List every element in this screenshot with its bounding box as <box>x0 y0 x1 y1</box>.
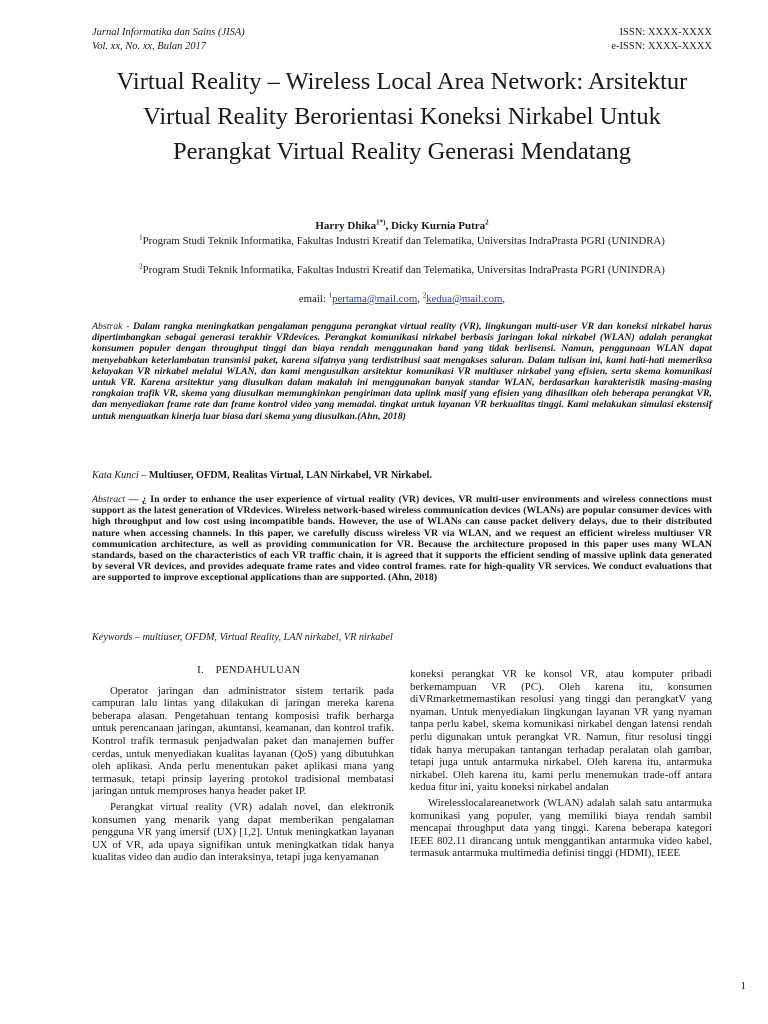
keywords-label: Keywords <box>92 632 133 643</box>
running-header-right <box>611 26 712 54</box>
page-number: 1 <box>740 980 746 992</box>
abstrak-label: Abstrak - <box>92 321 133 332</box>
author-1: Harry Dhika <box>315 220 377 232</box>
abstrak-body: Dalam rangka meningkatkan pengalaman pengguna perangkat virtual reality (VR), lingkungan multi-user VR dan koneksi nirkabel harus dipertimbangkan sebagai generasi terakhir VRdevices. Perangkat komunikasi nirkabel berbasis jaringan lokal nirkabel (WLAN) adalah perangkat konsumen populer dengan throughput tinggi dan biaya rendah menggunakan band yang tidak berlisensi. Namun, penggunaan WLAN dapat menyebabkan keterlambatan transmisi paket, karena sifatnya yang terdistribusi saat mengakses saluran. Dalam tulisan ini, kami hati-hati memeriksa kelayakan VR nirkabel melalui WLAN, dan kami mengusulkan arsitektur komunikasi VR multiuser nirkabel yang efisien, serta skema komunikasi untuk VR. Karena arsitektur yang diusulkan dalam makalah ini menggunakan banyak standar WLAN, berdasarkan karakteristik masing-masing rangkaian trafik VR, skema yang diusulkan memungkinkan pengiriman data uplink masif yang efisien yang dihasilkan oleh beberapa perangkat VR, dan menyediakan frame rate dan frame kontrol video yang memadai. tingkat untuk layanan VR berkualitas tinggi. Kami melakukan simulasi ekstensif untuk menguatkan kinerja luar biasa dari skema yang diusulkan.(Ahn, 2018) <box>92 321 712 422</box>
email-separator: , <box>417 293 423 305</box>
abstract-indonesian <box>92 321 712 422</box>
author-2: Dicky Kurnia Putra <box>391 220 486 232</box>
kata-kunci-value: Multiuser, OFDM, Realitas Virtual, LAN Nirkabel, VR Nirkabel. <box>148 470 432 481</box>
body-column-right <box>410 668 712 863</box>
email-line <box>92 292 712 306</box>
email-link-2[interactable]: kedua@mail.com <box>426 293 503 305</box>
author-2-mark: 2 <box>485 218 489 227</box>
kata-kunci-label: Kata Kunci <box>92 470 139 481</box>
author-separator: , <box>385 220 392 232</box>
body-column-left <box>92 664 394 867</box>
paragraph: koneksi perangkat VR ke konsol VR, atau komputer pribadi berkemampuan VR (PC). Oleh karena itu, konsumen diVRmarketmemastikan resolusi yang tinggi dan perangkatV yang nyaman. Untuk menyediakan lingkungan layanan VR yang nyaman tanpa perlu kabel, skema komunikasi nirkabel dengan latensi rendah perlu digunakan untuk perangkat VR. Namun, fitur resolusi tinggi tidak hanya merupakan tantangan terhadap peralatan olah gambar, tetapi juga untuk antarmuka nirkabel. Oleh karena itu, antarmuka nirkabel. Oleh karena itu, kami perlu menemukan trade-off antara kedua fitur ini, yaitu koneksi nirkabel andalan <box>410 668 712 794</box>
running-header-left <box>92 26 245 54</box>
author-line <box>92 219 712 233</box>
journal-name: Jurnal Informatika dan Sains (JISA) <box>92 27 245 38</box>
volume-info: Vol. xx, No. xx, Bulan 2017 <box>92 41 207 52</box>
kata-kunci-line <box>92 470 712 481</box>
email-1-mark: 1 <box>328 291 333 300</box>
affiliation-2 <box>92 263 712 278</box>
kata-kunci-dash: – <box>138 470 149 481</box>
abstract-dash: — <box>125 494 142 505</box>
abstract-label: Abstract <box>92 494 126 505</box>
paragraph: Wirelesslocalareanetwork (WLAN) adalah salah satu antarmuka komunikasi yang populer, yang memiliki biaya rendah sambil mencapai throughput data yang tinggi. Karena beberapa kategori IEEE 802.11 dirancang untuk menggantikan antarmuka video kabel, termasuk antarmuka multimedia definisi tinggi (HDMI), IEEE <box>410 796 712 860</box>
email-link-1[interactable]: pertama@mail.com <box>332 293 418 305</box>
author-1-mark: 1*) <box>376 218 386 227</box>
affiliation-2-mark: 2 <box>139 262 143 271</box>
section-heading <box>92 664 394 677</box>
affiliation-1-text: Program Studi Teknik Informatika, Fakultas Industri Kreatif dan Telematika, Universitas IndraPrasta PGRI (UNINDRA) <box>142 235 665 247</box>
abstract-english <box>92 494 712 584</box>
issn: ISSN: XXXX-XXXX <box>619 27 712 38</box>
affiliation-1 <box>92 234 712 249</box>
affiliation-2-text: Program Studi Teknik Informatika, Fakultas Industri Kreatif dan Telematika, Universitas IndraPrasta PGRI (UNINDRA) <box>142 264 665 276</box>
affiliation-1-mark: 1 <box>139 233 143 242</box>
keywords-dash: – <box>132 632 143 643</box>
paragraph: Perangkat virtual reality (VR) adalah novel, dan elektronik konsumen yang menarik yang dapat memberikan pengalaman pengguna VR yang imersif (UX) [1,2]. Untuk meningkatkan layanan UX of VR, ada upaya signifikan untuk meningkatkan tidak hanya kualitas video dan audio dan interaksinya, tetapi juga kenyamanan <box>92 800 394 864</box>
paper-title: Virtual Reality – Wireless Local Area Network: Arsitektur Virtual Reality Berorientasi Koneksi Nirkabel Untuk Perangkat Virtual Reality Generasi Mendatang <box>116 68 688 165</box>
abstract-body: In order to enhance the user experience of virtual reality (VR) devices, VR multi-user environments and wireless connections must support as the latest generation of VRdevices. Wireless network-based wireless communication devices (WLANs) are popular consumer devices with high throughput and low cost using incompatible bands. However, the use of WLANs can cause packet delivery delays, due to their distributed nature when accessing channels. In this paper, we carefully discuss wireless VR via WLAN, and we request an efficient wireless multiuser VR communication architecture, as well as providing communication for VR. Because the architecture proposed in this paper uses many WLAN standards, based on the characteristics of each VR traffic chain, it is agreed that it supports the efficient sending of massive uplink data generated by several VR devices, and provides adequate frame rates and video control frames. rate for high-quality VR services. We conduct evaluations that are supported to improve exceptional applications than are supported. (Ahn, 2018) <box>92 494 712 584</box>
section-title: PENDAHULUAN <box>215 664 301 676</box>
abstract-mark: ¿ <box>141 494 147 505</box>
paragraph: Operator jaringan dan administrator sistem tertarik pada campuran lalu lintas yang dilakukan di jaringan mereka karena beberapa alasan. Pengetahuan tentang komposisi trafik berharga untuk perencanaan jaringan, akuntansi, keamanan, dan kontrol trafik. Kontrol trafik termasuk penjadwalan paket dan manajemen buffer cerdas, untuk menyediakan kualitas layanan (QoS) yang dibutuhkan oleh aplikasi. Anda perlu menentukan paket aplikasi mana yang termasuk, tetapi prinsip layering protokol tradisional membatasi jaringan untuk memproses hanya header paket IP. <box>92 684 394 798</box>
section-number: I. <box>197 664 205 676</box>
email-label: email: <box>298 293 329 305</box>
eissn: e-ISSN: XXXX-XXXX <box>611 41 712 52</box>
email-2-mark: 2 <box>422 291 427 300</box>
keywords-line <box>92 632 712 643</box>
email-trail: , <box>502 293 506 305</box>
keywords-value: multiuser, OFDM, Virtual Reality, LAN nirkabel, VR nirkabel <box>142 632 393 643</box>
